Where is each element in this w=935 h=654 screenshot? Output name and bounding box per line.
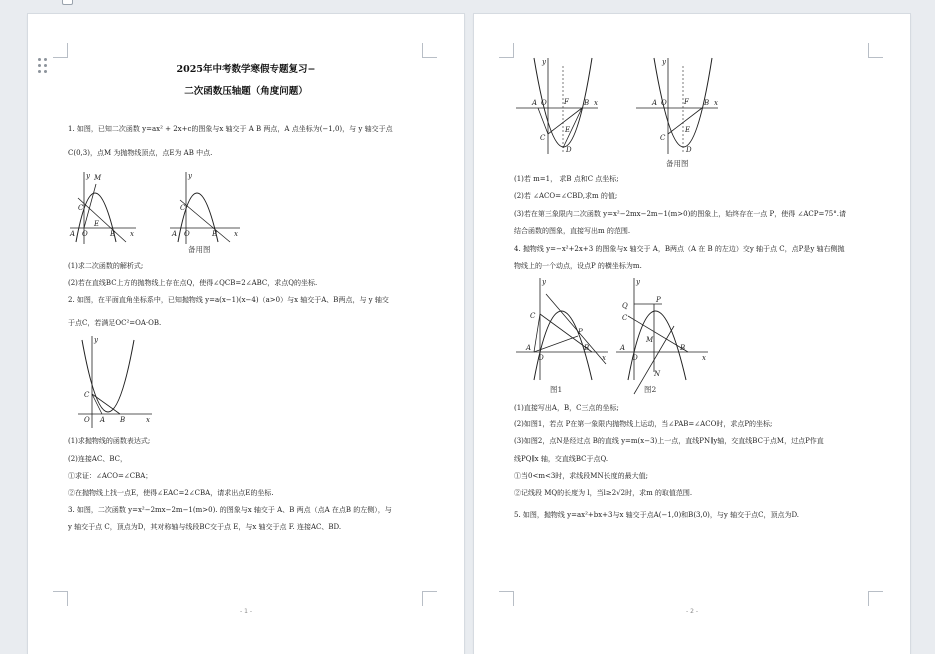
parabola-figure-q1-backup: [168, 170, 244, 246]
question-text: 结合函数的图象，直接写出m 的范围.: [514, 227, 631, 235]
crop-mark: [422, 43, 437, 58]
crop-mark: [53, 43, 68, 58]
label-x: x: [234, 230, 238, 238]
label-C: C: [180, 204, 186, 212]
document-title: 2025年中考数学寒假专题复习−: [176, 64, 316, 75]
label-y: y: [636, 278, 640, 286]
parabola-figure-q2: [76, 334, 156, 430]
question-text: 1. 如图，已知二次函数 y=ax² + 2x+c的图象与x 轴交于 A B 两点，A 点坐标为(−1,0)，与 y 轴交于点: [68, 125, 393, 133]
question-text: ②记线段 MQ的长度为 l，当l≥2√2时，求m 的取值范围.: [514, 489, 693, 497]
question-text: y 轴交于点 C，顶点为D，其对称轴与线段BC交于点 E，与x 轴交于点 F. 连接AC、BD.: [68, 523, 342, 531]
label-C: C: [530, 312, 536, 320]
label-A: A: [532, 99, 538, 107]
label-A: A: [526, 344, 532, 352]
question-text: 物线上的一个动点，设点P 的横坐标为m.: [514, 262, 642, 270]
page-number: - 2 -: [686, 608, 698, 615]
figure-caption-1: 图1: [550, 385, 563, 394]
label-y: y: [542, 58, 546, 66]
label-x: x: [594, 99, 598, 107]
scroll-handle[interactable]: [62, 0, 73, 5]
crop-mark: [499, 43, 514, 58]
label-A: A: [172, 230, 178, 238]
label-F: F: [564, 98, 569, 106]
crop-mark: [53, 591, 68, 606]
label-O: O: [661, 99, 667, 107]
label-M: M: [94, 174, 102, 182]
label-E: E: [685, 126, 691, 134]
label-O: O: [541, 99, 547, 107]
label-B: B: [584, 344, 590, 352]
question-text: (1)若 m=1， 求B 点和C 点坐标;: [514, 175, 619, 183]
question-text: (1)求二次函数的解析式;: [68, 262, 144, 270]
question-text: ①当0<m<3时，求线段MN长度的最大值;: [514, 472, 648, 480]
label-F: F: [684, 98, 689, 106]
parabola-figure-q1: [68, 170, 138, 246]
question-text: ②在抛物线上找一点E，使得∠EAC=2∠CBA，请求出点E的坐标.: [68, 489, 274, 497]
crop-mark: [499, 591, 514, 606]
label-y: y: [542, 278, 546, 286]
page-number: - 1 -: [240, 608, 252, 615]
label-O: O: [84, 416, 90, 424]
crop-mark: [868, 43, 883, 58]
label-B: B: [584, 99, 590, 107]
document-page-2: [474, 14, 910, 654]
label-A: A: [70, 230, 76, 238]
question-text: ①求证：∠ACO=∠CBA；: [68, 472, 153, 480]
parabola-figure-q4-fig1: [514, 276, 610, 384]
label-P: P: [656, 296, 661, 304]
label-E: E: [94, 220, 100, 228]
label-C: C: [660, 134, 666, 142]
label-A: A: [100, 416, 106, 424]
label-x: x: [146, 416, 150, 424]
question-text: 于点C，若满足OC²=OA·OB.: [68, 319, 162, 327]
label-x: x: [130, 230, 134, 238]
label-B: B: [110, 230, 116, 238]
label-A: A: [620, 344, 626, 352]
label-B: B: [680, 344, 686, 352]
parabola-figure-q3-backup: [634, 56, 720, 156]
label-x: x: [714, 99, 718, 107]
label-P: P: [578, 328, 583, 336]
question-text: (2)如图1，若点 P在第一象限内抛物线上运动，当∠PAB=∠ACO时，求点P的坐标;: [514, 420, 773, 428]
question-text: (1)求抛物线的函数表达式;: [68, 437, 151, 445]
question-text: (1)直接写出A，B，C三点的坐标;: [514, 404, 619, 412]
label-y: y: [94, 336, 98, 344]
question-text: 2. 如图，在平面直角坐标系中，已知抛物线 y=a(x−1)(x−4)（a>0）与x 轴交于A、B两点，与 y 轴交: [68, 296, 389, 304]
question-text: (2)若 ∠ACO=∠CBD,求m 的值;: [514, 192, 618, 200]
label-N: N: [654, 370, 661, 378]
label-A: A: [652, 99, 658, 107]
label-E: E: [565, 126, 571, 134]
question-text: C(0,3)，点M 为抛物线顶点，点E为 AB 中点.: [68, 149, 213, 157]
label-O: O: [632, 354, 638, 362]
parabola-figure-q4-fig2: [614, 276, 710, 384]
crop-mark: [868, 591, 883, 606]
question-text: 线PQ∥x 轴，交直线BC于点Q.: [514, 455, 609, 463]
label-x: x: [602, 354, 606, 362]
label-y: y: [86, 172, 90, 180]
label-O: O: [538, 354, 544, 362]
label-D: D: [686, 146, 692, 154]
crop-mark: [422, 591, 437, 606]
figure-caption: 备用图: [188, 245, 211, 254]
question-text: 3. 如图，二次函数 y=x²−2mx−2m−1(m>0). 的图象与x 轴交于 A、B 两点（点A 在点B 的左侧），与: [68, 506, 392, 514]
label-B: B: [704, 99, 710, 107]
label-M: M: [646, 336, 654, 344]
question-text: (3)若在第三象限内二次函数 y=x²−2mx−2m−1(m>0)的图象上，始终存在一点 P，使得 ∠ACP=75°.请: [514, 210, 846, 218]
document-subtitle: 二次函数压轴题（角度问题）: [184, 86, 308, 97]
label-D: D: [566, 146, 572, 154]
label-y: y: [188, 172, 192, 180]
label-C: C: [540, 134, 546, 142]
label-B: B: [120, 416, 126, 424]
label-C: C: [84, 391, 90, 399]
document-page-1: [28, 14, 464, 654]
question-text: (2)若在直线BC上方的抛物线上存在点Q，使得∠QCB=2∠ABC，求点Q的坐标.: [68, 279, 318, 287]
label-O: O: [184, 230, 190, 238]
label-x: x: [702, 354, 706, 362]
label-O: O: [82, 230, 88, 238]
question-text: 5. 如图，抛物线 y=ax²+bx+3与x 轴交于点A(−1,0)和B(3,0)，与y 轴交于点C，顶点为D.: [514, 511, 800, 519]
label-Q: Q: [622, 302, 628, 310]
label-C: C: [78, 204, 84, 212]
label-y: y: [662, 58, 666, 66]
question-text: (3)如图2，点N是经过点 B的直线 y=m(x−3)上一点，直线PN∥y轴，交直线BC于点M，过点P作直: [514, 437, 824, 445]
figure-caption-2: 图2: [644, 385, 657, 394]
figure-caption: 备用图: [666, 159, 689, 168]
label-C: C: [622, 314, 628, 322]
question-text: (2)连接AC、BC，: [68, 455, 127, 463]
label-B: B: [212, 230, 218, 238]
parabola-figure-q3: [514, 56, 600, 156]
question-text: 4. 抛物线 y=−x²+2x+3 的图象与x 轴交于 A，B两点（A 在 B 的左边）交y 轴于点 C，点P是y 轴右侧抛: [514, 245, 845, 253]
